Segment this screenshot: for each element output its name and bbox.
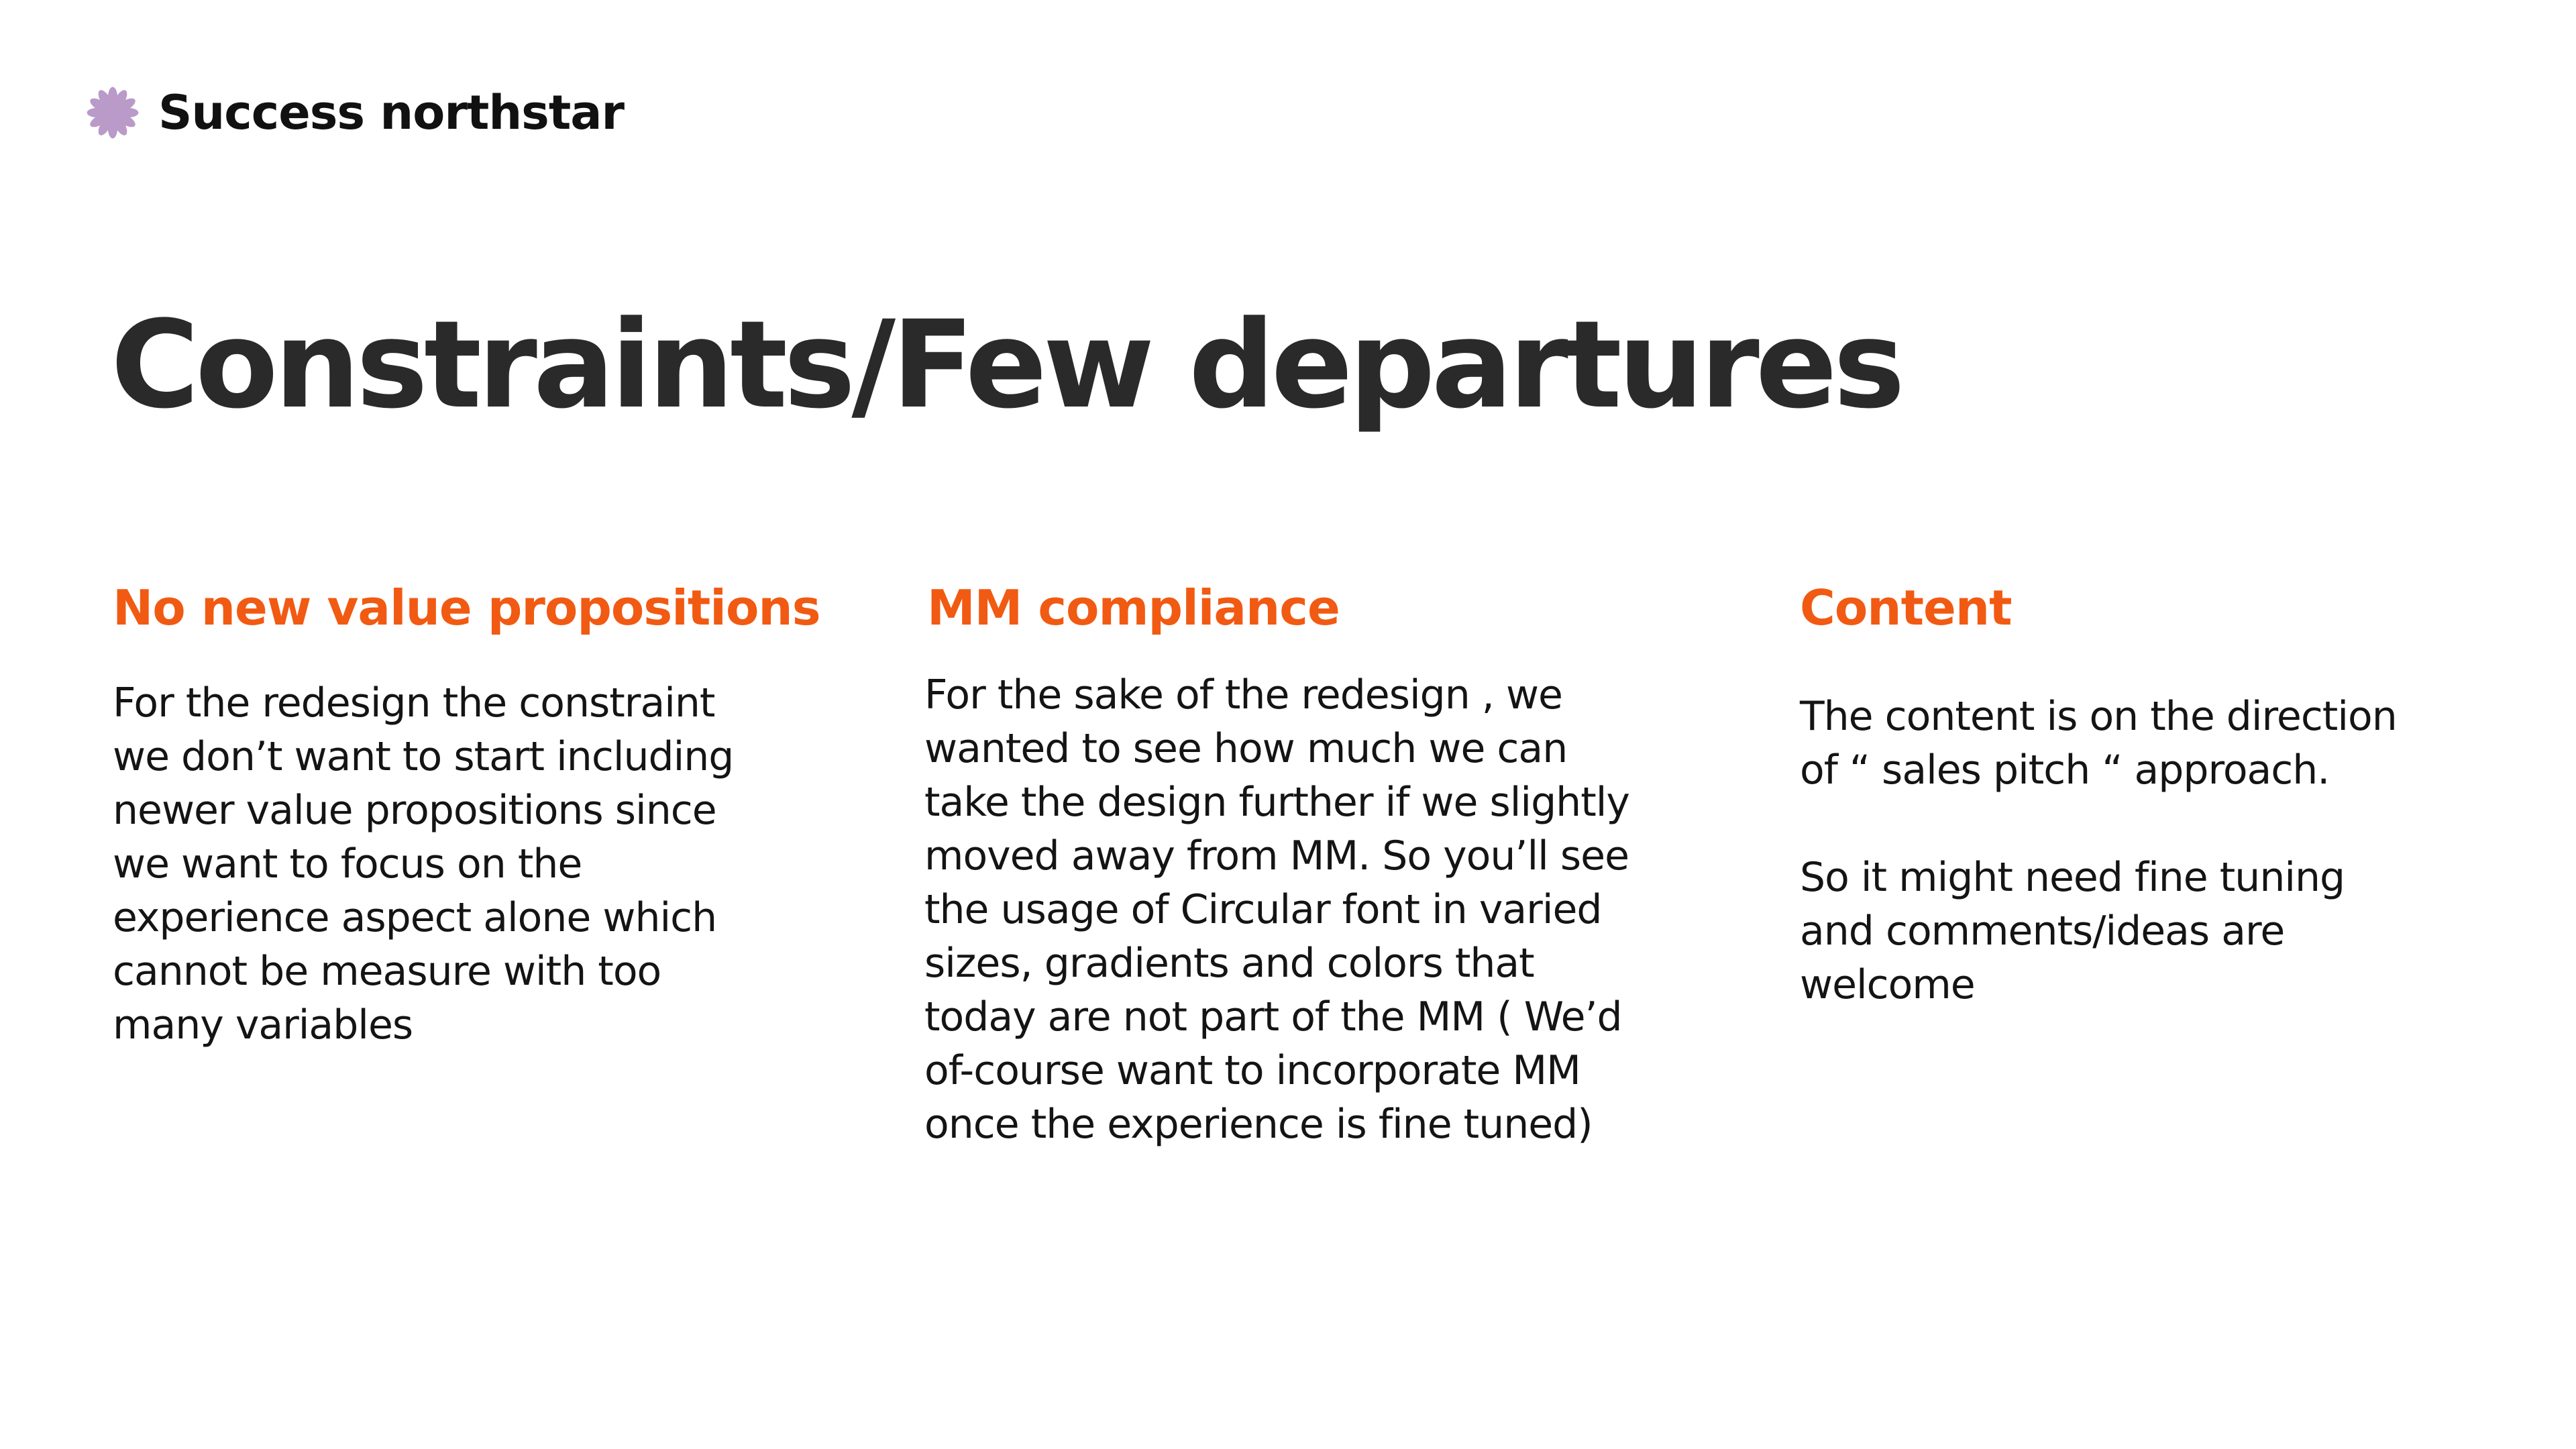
column-body: For the sake of the redesign , we wanted to see how much we can take the design further if we slightly moved away from MM. So you’ll see the usage of Circular font in varied sizes, gradients and colors that today are not part of the MM ( We’d of-course want to incorporate MM once the experience is fine tuned) bbox=[924, 672, 1629, 1148]
column-heading: No new value propositions bbox=[113, 580, 820, 636]
brand-name: Success northstar bbox=[158, 85, 625, 140]
column-body: For the redesign the constraint we don’t want to start including newer value propositions since we want to focus on the experience aspect alone which cannot be measure with too many variables bbox=[113, 680, 734, 1049]
flower-icon bbox=[86, 86, 140, 140]
brand-header bbox=[86, 86, 624, 140]
column-heading: MM compliance bbox=[927, 580, 1340, 636]
column-heading: Content bbox=[1800, 580, 2012, 636]
column-body: The content is on the direction of “ sales pitch “ approach. So it might need fine tuning and comments/ideas are welcome bbox=[1800, 693, 2397, 1008]
page-title: Constraints/Few departures bbox=[111, 295, 1901, 435]
